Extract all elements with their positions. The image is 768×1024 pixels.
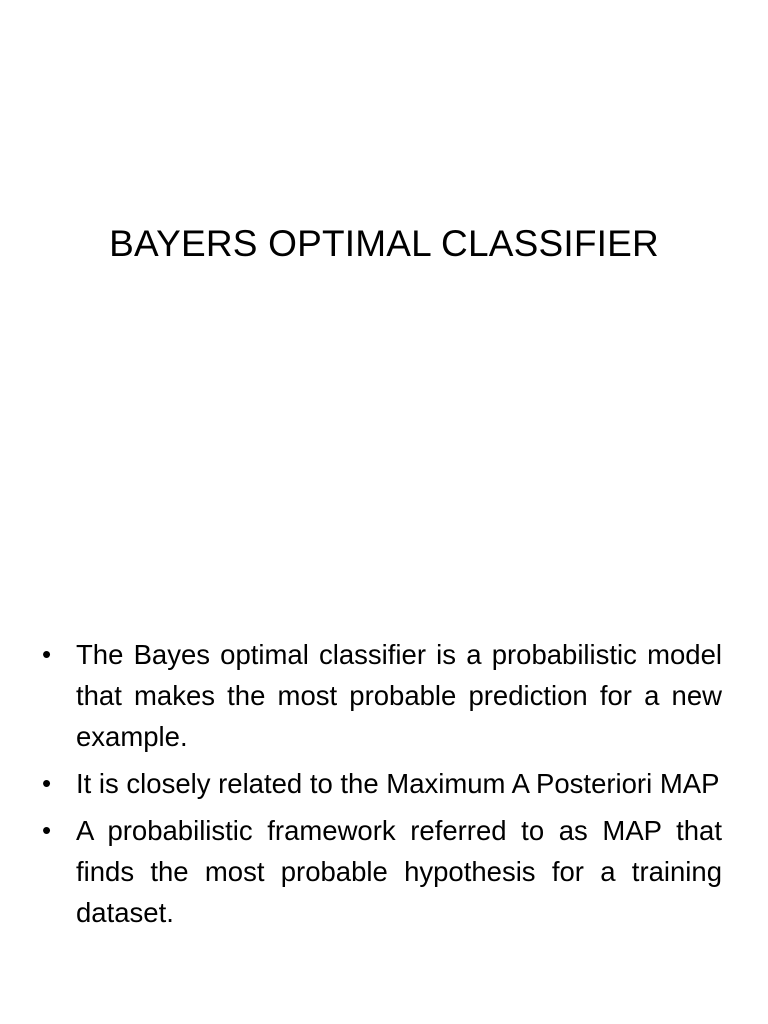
bullet-text: A probabilistic framework referred to as MAP that finds the most probable hypothesis for a training dataset. [76, 815, 722, 928]
bullet-item [42, 763, 722, 804]
bullet-icon: • [42, 768, 52, 798]
bullet-text: It is closely related to the Maximum A Posteriori MAP [76, 768, 720, 799]
slide-title: BAYERS OPTIMAL CLASSIFIER [109, 223, 659, 264]
bullet-item [42, 634, 722, 757]
bullet-list [42, 634, 722, 939]
bullet-item [42, 810, 722, 933]
bullet-icon: • [42, 815, 52, 845]
bullet-text: The Bayes optimal classifier is a probabilistic model that makes the most probable prediction for a new example. [76, 639, 722, 752]
bullet-icon: • [42, 639, 52, 669]
